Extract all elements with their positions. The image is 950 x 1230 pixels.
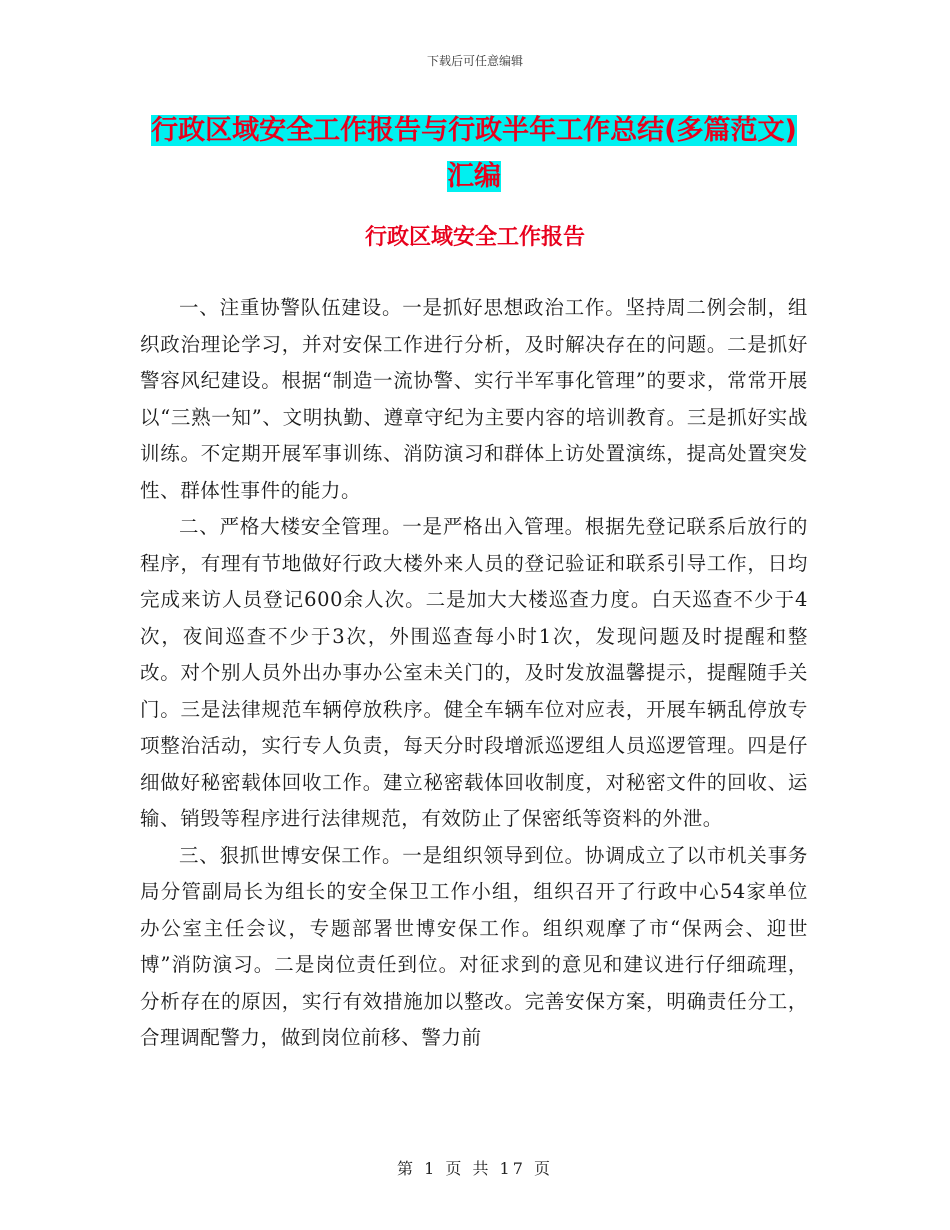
paragraph-3: 三、狠抓世博安保工作。一是组织领导到位。协调成立了以市机关事务局分管副局长为组长的安全保卫工作小组，组织召开了行政中心54家单位办公室主任会议，专题部署世博安保工作。组织观摩了市“保两会、迎世博”消防演习。二是岗位责任到位。对征求到的意见和建议进行仔细疏理，分析存在的原因，实行有效措施加以整改。完善安保方案，明确责任分工，合理调配警力，做到岗位前移、警力前 <box>140 843 808 1049</box>
document-title-text: 行政区域安全工作报告与行政半年工作总结(多篇范文)汇编 <box>151 115 797 192</box>
body-text <box>140 290 808 1057</box>
page-footer: 第 1 页 共 17 页 <box>397 1159 553 1178</box>
paragraph-1: 一、注重协警队伍建设。一是抓好思想政治工作。坚持周二例会制，组织政治理论学习，并对安保工作进行分析，及时解决存在的问题。二是抓好警容风纪建设。根据“制造一流协警、实行半军事化管理”的要求，常常开展以“三熟一知”、文明执勤、遵章守纪为主要内容的培训教育。三是抓好实战训练。不定期开展军事训练、消防演习和群体上访处置演练，提高处置突发性、群体性事件的能力。 <box>140 296 808 502</box>
paragraph-2: 二、严格大楼安全管理。一是严格出入管理。根据先登记联系后放行的程序，有理有节地做好行政大楼外来人员的登记验证和联系引导工作，日均完成来访人员登记600余人次。二是加大大楼巡查力度。白天巡查不少于4次，夜间巡查不少于3次，外围巡查每小时1次，发现问题及时提醒和整改。对个别人员外出办事办公室未关门的，及时发放温馨提示，提醒随手关门。三是法律规范车辆停放秩序。健全车辆车位对应表，开展车辆乱停放专项整治活动，实行专人负责，每天分时段增派巡逻组人员巡逻管理。四是仔细做好秘密载体回收工作。建立秘密载体回收制度，对秘密文件的回收、运输、销毁等程序进行法律规范，有效防止了保密纸等资料的外泄。 <box>140 515 808 830</box>
header-note: 下载后可任意编辑 <box>426 54 523 68</box>
section-title: 行政区域安全工作报告 <box>364 225 585 250</box>
document-title <box>140 108 808 200</box>
